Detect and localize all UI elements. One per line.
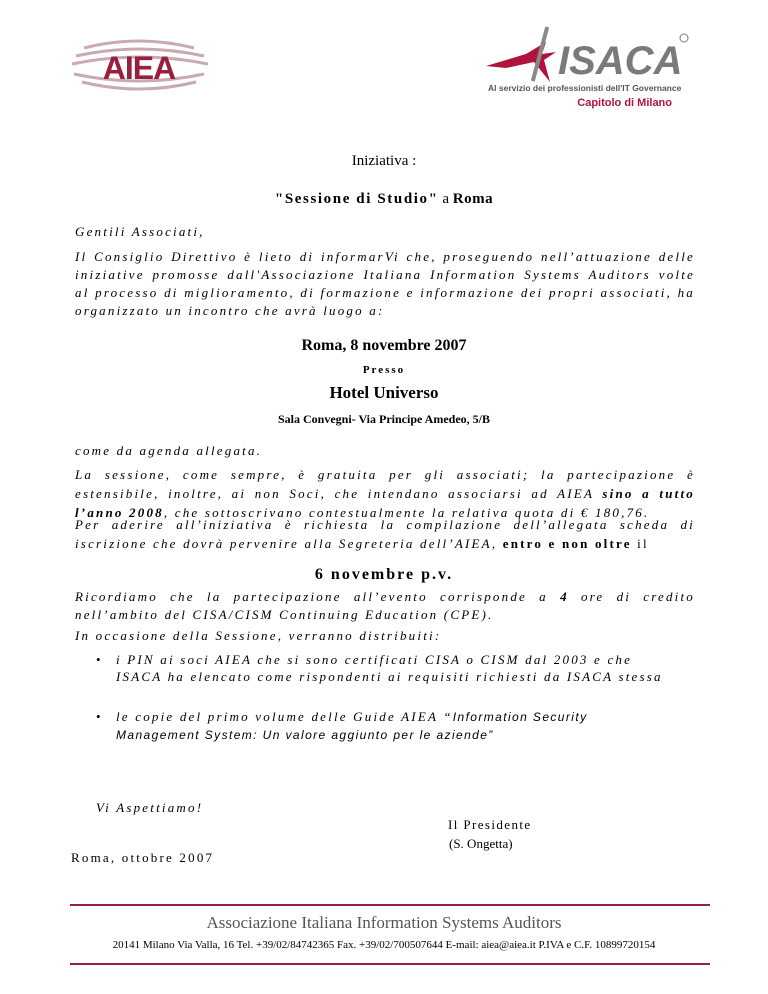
footer-divider-top	[70, 904, 710, 906]
session-title	[0, 191, 768, 208]
event-date: Roma, 8 novembre 2007	[301, 337, 467, 354]
footer-association: Associazione Italiana Information Systems Auditors	[206, 913, 562, 932]
credit-text-2: ore di credito nell’ambito del CISA/CISM Continuing Education (CPE).	[75, 589, 695, 622]
deadline-date: 6 novembre p.v.	[314, 566, 454, 583]
venue-name: Hotel Universo	[329, 383, 439, 402]
fee-text-1: La sessione, come sempre, è gratuita per gli associati; la partecipazione è estensibile, inoltre, ai non Soci, che intendano associarsi ad AIEA	[75, 467, 695, 501]
bullet-text-2: Information Security Management System: Un valore aggiunto per le aziende”	[116, 710, 588, 742]
venue-address: Sala Convegni- Via Principe Amedeo, 5/B	[277, 412, 490, 426]
signature-name: (S. Ongetta)	[449, 836, 513, 851]
signature-role: Il Presidente	[448, 817, 532, 832]
bullet-icon: •	[96, 652, 103, 667]
bullet-text-1: le copie del primo volume delle Guide AIEA “	[116, 709, 453, 724]
agenda-note: come da agenda allegata.	[75, 443, 263, 458]
signup-paragraph	[75, 515, 695, 553]
footer-divider-bottom	[70, 963, 710, 965]
signup-highlight: entro e non oltre	[502, 536, 632, 551]
session-joiner: a	[438, 191, 453, 207]
initiative-label: Iniziativa :	[351, 153, 417, 169]
place-date: Roma, ottobre 2007	[71, 850, 215, 865]
presso-label: Presso	[362, 364, 406, 376]
isaca-tagline: Al servizio dei professionisti dell'IT Governance	[488, 83, 682, 93]
fee-highlight: sino a tutto l’anno 2008	[75, 486, 695, 520]
fee-paragraph	[75, 465, 695, 522]
credit-text-1: Ricordiamo che la partecipazione all’evento corrisponde a	[75, 589, 561, 604]
distribution-intro: In occasione della Sessione, verranno distribuiti:	[75, 628, 442, 643]
aiea-logo	[64, 26, 214, 104]
isaca-logo-text: ISACA	[558, 39, 683, 83]
list-item	[96, 651, 676, 685]
fee-text-2: , che sottoscrivano contestualmente la relativa quota di € 180,76.	[163, 505, 650, 520]
bullet-icon: •	[96, 709, 103, 724]
bullet-text: i PIN ai soci AIEA che si sono certificati CISA o CISM dal 2003 e che ISACA ha elencato come rispondenti ai requisiti richiesti da ISACA stessa	[116, 652, 663, 684]
session-city: Roma	[452, 191, 494, 207]
intro-paragraph: Il Consiglio Direttivo è lieto di informarVi che, proseguendo nell’attuazione delle iniziative promosse dall'Associazione Italiana Information Systems Auditors volte al processo di miglioramento, di formazione e informazione dei propri associati, ha organizzato un incontro che avrà luogo a:	[75, 249, 695, 318]
session-name: "Sessione di Studio"	[274, 191, 439, 207]
greeting: Gentili Associati,	[75, 224, 205, 239]
isaca-logo	[486, 24, 716, 84]
list-item	[96, 708, 676, 744]
credit-paragraph	[75, 588, 695, 624]
footer-address: 20141 Milano Via Valla, 16 Tel. +39/02/84742365 Fax. +39/02/700507644 E-mail: aiea@aiea.it P.IVA e C.F. 10899720154	[112, 939, 656, 951]
aiea-logo-text: AIEA	[102, 50, 176, 86]
credit-hours: 4	[560, 589, 569, 604]
closing: Vi Aspettiamo!	[96, 800, 204, 815]
signup-text-1: Per aderire all’iniziativa è richiesta la compilazione dell’allegata scheda di iscrizione che dovrà pervenire alla Segreteria dell’AIEA,	[75, 517, 695, 551]
chapter-name: Capitolo di Milano	[577, 97, 672, 109]
signup-text-2: il	[631, 536, 649, 551]
